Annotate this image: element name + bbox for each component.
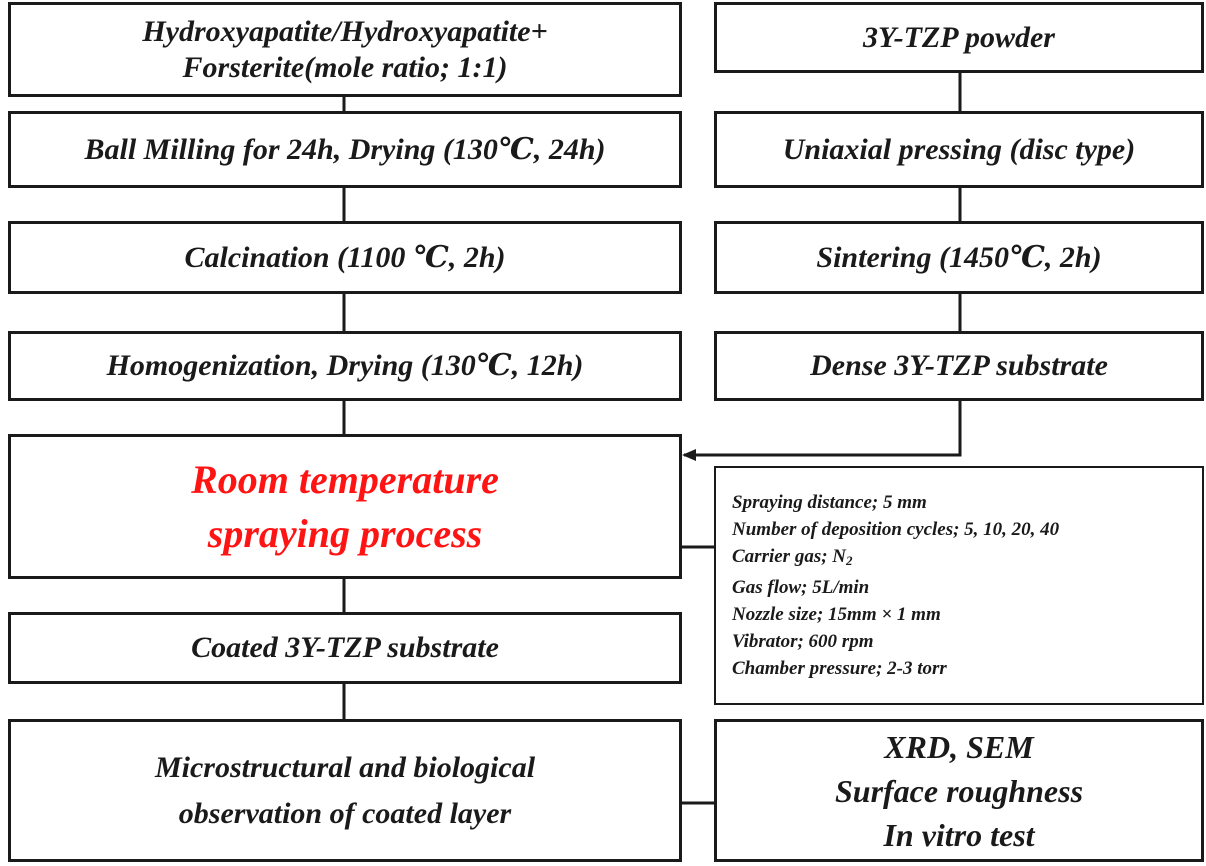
step-uniaxial-pressing-label: Uniaxial pressing (disc type) (782, 132, 1136, 166)
step-coated-substrate-label: Coated 3Y-TZP substrate (191, 631, 499, 664)
step-observation-line-1: Microstructural and biological (154, 750, 536, 784)
step-dense-substrate-label: Dense 3Y-TZP substrate (810, 349, 1108, 382)
param-vibrator: Vibrator; 600 rpm (732, 631, 874, 652)
param-spraying-distance: Spraying distance; 5 mm (732, 492, 927, 513)
spray-parameters-box (714, 466, 1204, 705)
method-in-vitro-test: In vitro test (883, 816, 1035, 853)
step-calcination (8, 221, 682, 294)
param-gas-flow: Gas flow; 5L/min (732, 577, 870, 598)
step-ball-milling (8, 111, 682, 188)
step-homogenization-label: Homogenization, Drying (130℃, 12h) (106, 349, 584, 382)
step-uniaxial-pressing (714, 111, 1204, 188)
step-sintering-label: Sintering (1450℃, 2h) (816, 240, 1102, 274)
step-dense-substrate (714, 331, 1204, 401)
step-coated-substrate (8, 612, 682, 684)
param-carrier-gas-subscript: 2 (846, 553, 853, 568)
method-xrd-sem: XRD, SEM (884, 728, 1034, 765)
step-homogenization (8, 331, 682, 401)
step-spraying-process-line-2: spraying process (207, 510, 483, 556)
param-nozzle-size: Nozzle size; 15mm × 1 mm (732, 604, 941, 625)
step-ball-milling-label: Ball Milling for 24h, Drying (130℃, 24h) (84, 132, 606, 166)
param-carrier-gas-text: Carrier gas; N (732, 546, 847, 567)
analysis-methods-box (714, 719, 1204, 862)
step-raw-materials-line-2: Forsterite(mole ratio; 1:1) (182, 50, 508, 84)
step-3y-tzp-powder (714, 2, 1204, 73)
param-deposition-cycles: Number of deposition cycles; 5, 10, 20, 40 (732, 519, 1060, 540)
step-3y-tzp-powder-label: 3Y-TZP powder (863, 20, 1055, 54)
param-carrier-gas (732, 543, 853, 574)
method-surface-roughness: Surface roughness (834, 772, 1084, 809)
step-observation (8, 719, 682, 862)
step-sintering (714, 221, 1204, 294)
arrow-dense-to-spraying (684, 399, 960, 455)
step-observation-line-2: observation of coated layer (178, 796, 512, 830)
step-spraying-process-line-1: Room temperature (191, 456, 499, 502)
step-raw-materials-line-1: Hydroxyapatite/Hydroxyapatite+ (142, 14, 548, 48)
step-raw-materials (8, 2, 682, 97)
step-calcination-label: Calcination (1100 ℃, 2h) (184, 240, 506, 274)
param-chamber-pressure: Chamber pressure; 2-3 torr (732, 658, 947, 679)
step-spraying-process (8, 434, 682, 579)
